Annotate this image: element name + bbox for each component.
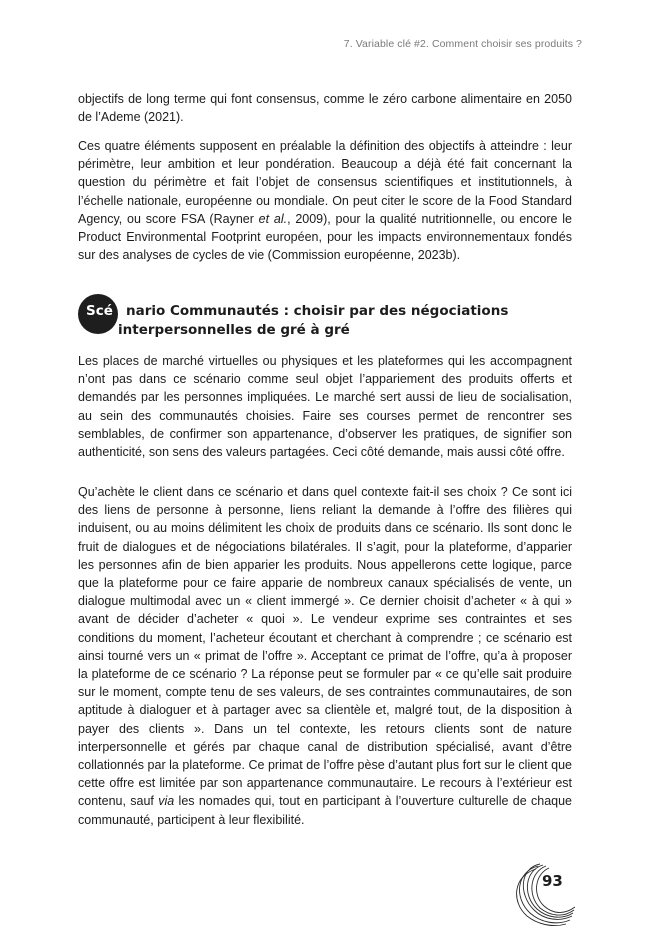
running-header: 7. Variable clé #2. Comment choisir ses produits ? <box>343 38 582 50</box>
paragraph-3-text: Les places de marché virtuelles ou physiques et les plateformes qui les accompagnent n’ont pas dans ce scénario comme seul objet l’appariement des produits offerts et demandés par les personnes impliquées. Le marché sert aussi de lieu de socialisation, au sein des communautés choisies. Faire ses courses permet de rencontrer ses semblables, de confirmer son appartenance, d’observer les pratiques, de signifier son authenticité, son sens des valeurs partagées. Ceci côté demande, mais aussi côté offre. <box>78 354 572 460</box>
paragraph-2-part-1: Ces quatre éléments supposent en préalable la définition des objectifs à atteindre : leur périmètre, leur ambition et leur pondération. Beaucoup a déjà été fait concernant la question du périmètre et fait l’objet de consensus scientifiques et institutionnels, à l’échelle nationale, européenne ou mondiale. On peut citer le score de la Food Standard Agency, ou score FSA (Rayner <box>78 139 572 226</box>
section-heading <box>78 290 572 338</box>
paragraph-1 <box>78 90 572 126</box>
paragraph-4 <box>78 483 572 829</box>
paragraph-2-italic: et al. <box>258 211 288 226</box>
swirl-ornament-icon <box>500 850 580 930</box>
paragraph-2 <box>78 137 572 264</box>
heading-badge-text: Scé <box>86 303 113 319</box>
heading-title-line-1: nario Communautés : choisir par des négociations <box>126 303 509 319</box>
paragraph-4-part-2: les nomades qui, tout en participant à l’ouverture culturelle de chaque communauté, participent à leur flexibilité. <box>78 794 572 827</box>
paragraph-3 <box>78 352 572 461</box>
paragraph-2-text <box>78 137 572 264</box>
paragraph-4-part-1: Qu’achète le client dans ce scénario et dans quel contexte fait-il ses choix ? Ce sont ici des liens de personne à personne, liens reliant la demande à l’offre des filières qui induisent, ou au moins délimitent les choix de produits dans ce scénario. Ils sont donc le fruit de dialogues et de négociations bilatérales. Il s’agit, pour la plateforme, d’apparier les personnes afin de bien apparier les produits. Nous appellerons cette logique, parce que la plateforme pour ce faire apparie de nombreux canaux spécialisés de vente, un dialogue multimodal avec un « client immergé ». Ce dernier choisit d’acheter « à qui » avant de décider d’acheter « quoi ». Le vendeur exprime ses contraintes et ses conditions du moment, l’acheteur écoutant et cherchant à comprendre ; ce scénario est ainsi tourné vers un « primat de l’offre ». Acceptant ce primat de l’offre, qu’a à proposer la plateforme de ce scénario ? La réponse peut se formuler par « ce qu’elle sait produire sur le moment, compte tenu de ses valeurs, de ses contraintes communautaires, de son aptitude à dialoguer et à partager avec sa clientèle et, malgré tout, de la disposition à payer des clients ». Dans un tel contexte, les retours clients sont de nature interpersonnelle et gérés par chaque canal de distribution spécialisé, avant d’être collationnés par la plateforme. Ce primat de l’offre pèse d’autant plus fort sur le client que cette offre est limitée par son appartenance communautaire. Le recours à l’extérieur est contenu, sauf <box>78 485 572 809</box>
paragraph-1-text: objectifs de long terme qui font consensus, comme le zéro carbone alimentaire en 2050 de l’Ademe (2021). <box>78 92 572 125</box>
heading-title-line-2: interpersonnelles de gré à gré <box>118 322 350 338</box>
paragraph-2-part-2: , 2009), pour la qualité nutritionnelle, ou encore le Product Environmental Footprint européen, pour les impacts environnementaux fondés sur des analyses de cycles de vie (Commission européenne, 2023b). <box>78 211 572 263</box>
paragraph-4-italic: via <box>158 794 175 809</box>
paragraph-4-text <box>78 483 572 829</box>
page-number: 93 <box>542 872 563 890</box>
page-number-ornament <box>500 850 580 930</box>
